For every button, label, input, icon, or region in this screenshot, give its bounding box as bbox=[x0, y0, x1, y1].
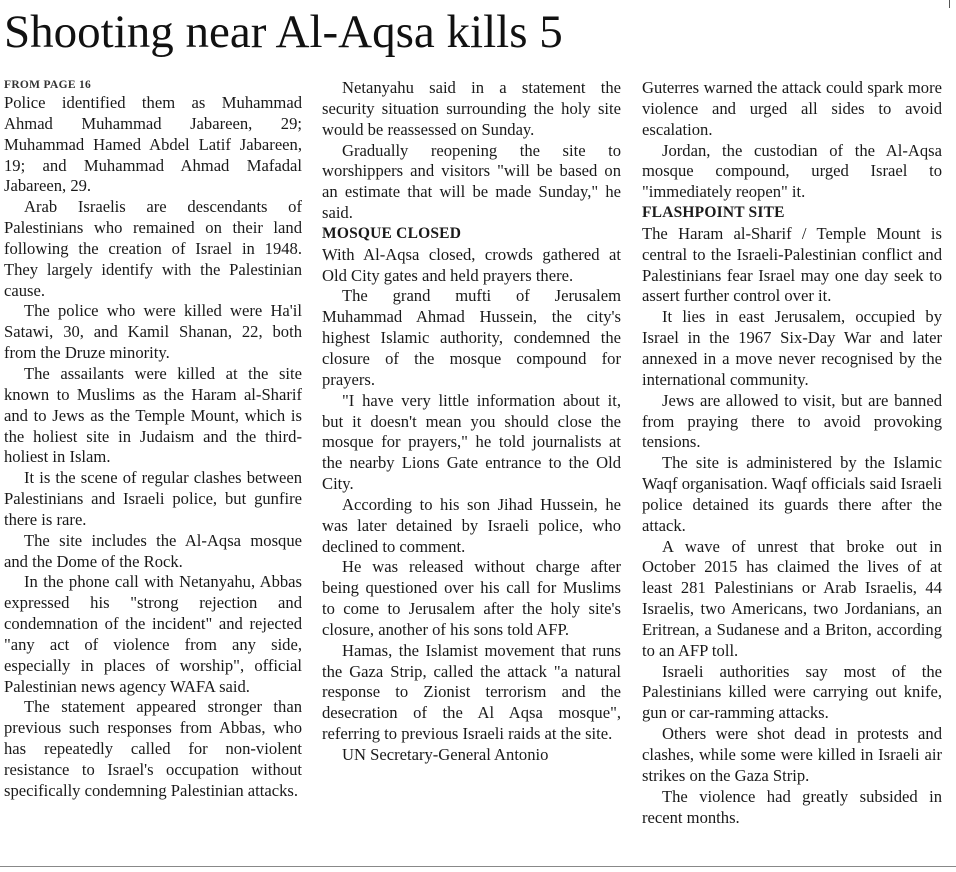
paragraph: "I have very little information about it, but it doesn't mean you should close the mosque for prayers," he told journalists at the nearby Lions Gate entrance to the Old City. bbox=[322, 390, 621, 494]
paragraph: In the phone call with Netanyahu, Abbas expressed his "strong rejection and condemnation of the incident" and rejected "any act of violence from any side, especially in places of worship", official Palestinian news agency WAFA said. bbox=[4, 572, 302, 696]
paragraph: UN Secretary-General Antonio bbox=[342, 745, 549, 764]
subhead-mosque-closed: MOSQUE CLOSED bbox=[322, 224, 462, 242]
paragraph: The statement appeared stronger than previous such responses from Abbas, who has repeatedly called for non-violent resistance to Israel's occupation without specifically condemning Palestinian attacks. bbox=[4, 697, 302, 800]
paragraph: The violence had greatly subsided in recent months. bbox=[642, 786, 942, 827]
paragraph: Others were shot dead in protests and clashes, while some were killed in Israeli air strikes on the Gaza Strip. bbox=[642, 724, 942, 785]
headline: Shooting near Al-Aqsa kills 5 bbox=[4, 6, 563, 58]
bottom-rule bbox=[0, 866, 956, 867]
paragraph: Netanyahu said in a statement the security situation surrounding the holy site would be reassessed on Sunday. bbox=[322, 78, 621, 139]
paragraph: It lies in east Jerusalem, occupied by Israel in the 1967 Six-Day War and later annexed in a move never recognised by the international community. bbox=[642, 307, 942, 389]
paragraph: Gradually reopening the site to worshippers and visitors "will be based on an estimate that will be made Sunday," he said. bbox=[322, 140, 621, 223]
column-rule-top bbox=[949, 0, 950, 8]
paragraph: The assailants were killed at the site known to Muslims as the Haram al-Sharif and to Jews as the Temple Mount, which is the holiest site in Judaism and the third-holiest in Islam. bbox=[4, 363, 302, 467]
paragraph: Israeli authorities say most of the Palestinians killed were carrying out knife, gun or car-ramming attacks. bbox=[642, 661, 942, 723]
paragraph: Arab Israelis are descendants of Palestinians who remained on their land following the creation of Israel in 1948. They largely identify with the Palestinian cause. bbox=[4, 197, 302, 300]
paragraph: Jews are allowed to visit, but are banned from praying there to avoid provoking tensions. bbox=[642, 390, 942, 452]
paragraph: A wave of unrest that broke out in October 2015 has claimed the lives of at least 281 Palestinians or Arab Israelis, 44 Israelis, two Americans, two Jordanians, an Eritrean, a Sudanese and a Briton, according to an AFP toll. bbox=[642, 536, 942, 660]
paragraph: It is the scene of regular clashes between Palestinians and Israeli police, but gunfire there is rare. bbox=[4, 468, 302, 529]
paragraph: With Al-Aqsa closed, crowds gathered at Old City gates and held prayers there. bbox=[322, 244, 621, 285]
paragraph: Police identified them as Muhammad Ahmad Muhammad Jabareen, 29; Muhammad Hamed Abdel Latif Jabareen, 19; and Muhammad Ahmad Mafadal Jabareen, 29. bbox=[4, 93, 302, 196]
paragraph: The police who were killed were Ha'il Satawi, 30, and Kamil Shanan, 22, both from the Druze minority. bbox=[4, 301, 302, 363]
paragraph: The site is administered by the Islamic Waqf organisation. Waqf officials said Israeli police detained its guards there after the attack. bbox=[642, 453, 942, 535]
subhead-flashpoint-site: FLASHPOINT SITE bbox=[642, 204, 785, 222]
paragraph: Hamas, the Islamist movement that runs the Gaza Strip, called the attack "a natural response to Zionist terrorism and the desecration of the Al Aqsa mosque", referring to previous Israeli raids at the site. bbox=[322, 640, 621, 744]
article-column-3 bbox=[642, 78, 942, 866]
article-column-1 bbox=[4, 78, 302, 866]
paragraph: According to his son Jihad Hussein, he was later detained by Israeli police, who declined to comment. bbox=[322, 494, 621, 556]
paragraph: Jordan, the custodian of the Al-Aqsa mosque compound, urged Israel to "immediately reopen" it. bbox=[642, 140, 942, 202]
paragraph: The Haram al-Sharif / Temple Mount is central to the Israeli-Palestinian conflict and Palestinians fear Israel may one day seek to assert further control over it. bbox=[642, 223, 942, 306]
article-column-2 bbox=[322, 78, 621, 866]
paragraph: The grand mufti of Jerusalem Muhammad Ahmad Hussein, the city's highest Islamic authority, condemned the closure of the mosque compound for prayers. bbox=[322, 286, 621, 389]
dateline: FROM PAGE 16 bbox=[4, 79, 92, 91]
paragraph: Guterres warned the attack could spark more violence and urged all sides to avoid escalation. bbox=[642, 78, 942, 139]
paragraph: He was released without charge after being questioned over his call for Muslims to come to Jerusalem after the holy site's closure, another of his sons told AFP. bbox=[322, 557, 621, 639]
paragraph: The site includes the Al-Aqsa mosque and the Dome of the Rock. bbox=[4, 530, 302, 571]
